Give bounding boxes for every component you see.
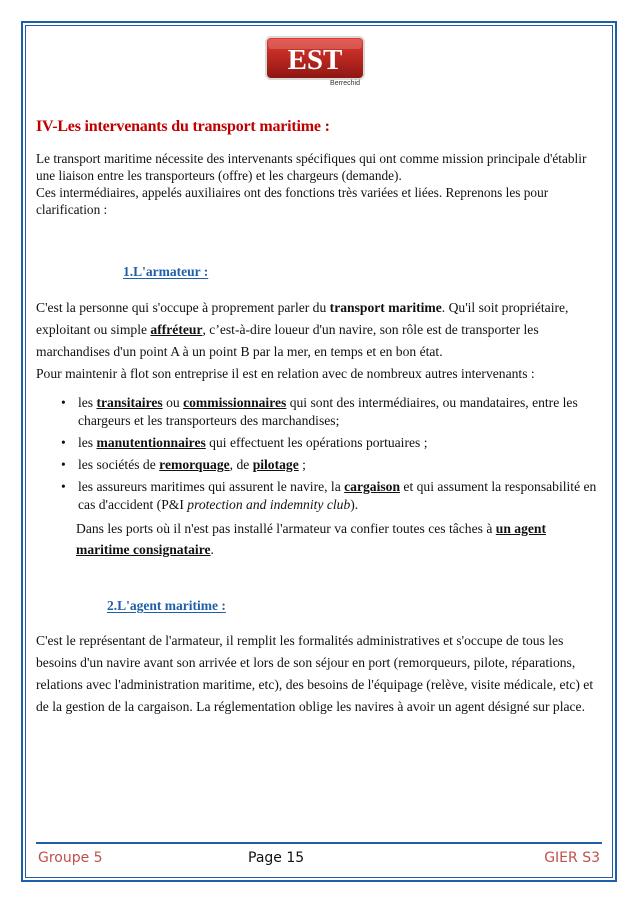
intro-paragraph-2: Ces intermédiaires, appelés auxiliaires ont des fonctions très variées et liées. Reprenons les pour clarification : bbox=[36, 185, 549, 217]
list-item bbox=[52, 478, 600, 514]
agent-text bbox=[36, 630, 602, 718]
italic-protection-club: protection and indemnity club bbox=[187, 497, 351, 512]
text-run: . Qu'il soit propriétaire, exploitant ou simple bbox=[36, 300, 569, 337]
est-logo-graphic bbox=[262, 33, 368, 87]
armateur-text bbox=[36, 297, 602, 385]
keyword-transitaires: transitaires bbox=[96, 395, 163, 410]
section-title: IV-Les intervenants du transport maritime : bbox=[36, 118, 330, 135]
agent-title: 2.L'agent maritime : bbox=[107, 598, 226, 613]
footer-class: GIER S3 bbox=[544, 850, 600, 866]
text-run: les bbox=[78, 395, 97, 410]
agent-paragraph-1: C'est le représentant de l'armateur, il remplit les formalités administratives et s'occupe de tous les besoins d'un navire avant son arrivée et lors de son séjour en port (remorqueurs, pilote, réparations, relations avec l'administration maritime, etc), des besoins de l'équipage (relève, visite médicale, etc) et de la gestion de la cargaison. La réglementation oblige les navires à avoir un agent désigné sur place. bbox=[36, 633, 594, 714]
footer-group: Groupe 5 bbox=[38, 850, 103, 866]
text-run: C'est la personne qui s'occupe à proprement parler du bbox=[36, 300, 330, 315]
keyword-agent-consignataire: un agent maritime consignataire bbox=[76, 521, 546, 557]
keyword-pilotage: pilotage bbox=[252, 457, 299, 472]
list-item bbox=[52, 394, 600, 430]
keyword-manutentionnaires: manutentionnaires bbox=[96, 435, 206, 450]
keyword-remorquage: remorquage bbox=[159, 457, 230, 472]
armateur-title: 1.L'armateur : bbox=[123, 264, 209, 279]
text-run: , c’est-à-dire loueur d'un navire, son rôle est de transporter les marchandises d'un point A à un point B par la mer, en temps et en bon état. bbox=[36, 322, 539, 359]
text-run: Dans les ports où il n'est pas installé l'armateur va confier toutes ces tâches à bbox=[76, 521, 496, 536]
intro-paragraph-1: Le transport maritime nécessite des intervenants spécifiques qui ont comme mission principale d'établir une liaison entre les transporteurs (offre) et les chargeurs (demande). bbox=[36, 151, 587, 183]
text-run: qui effectuent les opérations portuaires ; bbox=[205, 435, 428, 450]
text-run: ). bbox=[350, 497, 359, 512]
logo-subtext: Berrechid bbox=[330, 80, 360, 87]
armateur-paragraph-1 bbox=[36, 297, 602, 363]
list-item bbox=[52, 434, 600, 452]
armateur-paragraph-2: Pour maintenir à flot son entreprise il est en relation avec de nombreux autres intervenants : bbox=[36, 366, 535, 381]
intervenants-list bbox=[52, 394, 600, 518]
keyword-transport-maritime: transport maritime bbox=[329, 300, 442, 315]
text-run: qui sont des intermédiaires, ou mandataires, entre les chargeurs et les transporteurs des marchandises; bbox=[78, 395, 578, 428]
text-run: . bbox=[210, 542, 214, 557]
page-footer bbox=[36, 842, 602, 866]
consignataire-note bbox=[76, 518, 600, 560]
text-run: les sociétés de bbox=[78, 457, 160, 472]
footer-page-number: Page 15 bbox=[248, 850, 305, 866]
est-logo bbox=[262, 33, 368, 87]
keyword-cargaison: cargaison bbox=[344, 479, 401, 494]
list-item bbox=[52, 456, 600, 474]
text-run: et qui assument la responsabilité en cas d'accident (P&I bbox=[78, 479, 597, 512]
text-run: ; bbox=[298, 457, 306, 472]
text-run: les bbox=[78, 435, 97, 450]
logo-text: EST bbox=[287, 44, 343, 76]
keyword-commissionnaires: commissionnaires bbox=[183, 395, 287, 410]
text-run: , de bbox=[229, 457, 253, 472]
keyword-affreteur: affréteur bbox=[150, 322, 203, 337]
intro-text bbox=[36, 150, 602, 218]
text-run: les assureurs maritimes qui assurent le navire, la bbox=[78, 479, 345, 494]
text-run: ou bbox=[162, 395, 184, 410]
